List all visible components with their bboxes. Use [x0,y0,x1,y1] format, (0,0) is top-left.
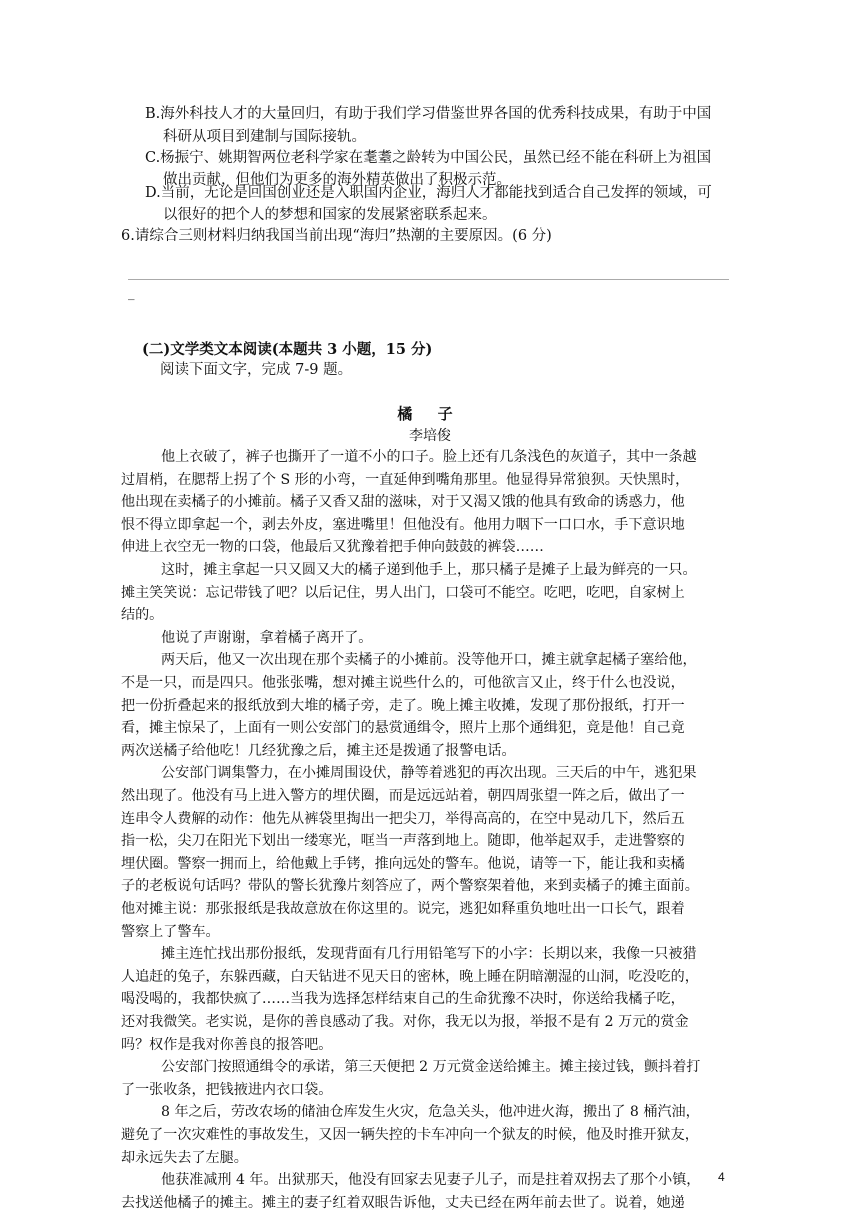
story-line: 他说了声谢谢，拿着橘子离开了。 [161,630,373,646]
story-line: 不是一只，而是四只。他张张嘴，想对摊主说些什么的，可他欲言又止，终于什么也没说， [121,675,685,691]
story-title: 橘 子 [397,405,463,423]
story-line: 埋伏圈。警察一拥而上，给他戴上手铐，推向远处的警车。他说，请等一下，能让我和卖橘 [121,856,685,872]
option-c-line2: 做出贡献，但他们为更多的海外精英做出了积极示范。 [163,172,511,188]
story-line: 去找送他橘子的摊主。摊主的妻子红着双眼告诉他，丈夫已经在两年前去世了。说着，她递 [121,1195,685,1211]
story-line: 他出现在卖橘子的小摊前。橘子又香又甜的滋味，对于又渴又饿的他具有致命的诱惑力，他 [121,494,685,510]
story-line: 伸进上衣空无一物的口袋，他最后又犹豫着把手伸向鼓鼓的裤袋…… [121,539,544,555]
page-number: 4 [718,1170,725,1184]
option-d-line1: D.当前，无论是回国创业还是入职国内企业，海归人才都能找到适合自己发挥的领域，可 [145,185,712,201]
section-heading: (二)文学类文本阅读(本题共 3 小题，15 分) [142,341,433,358]
answer-blank: _ [128,286,135,301]
story-line: 公安部门调集警力，在小摊周围设伏，静等着逃犯的再次出现。三天后的中午，逃犯果 [161,765,697,781]
story-line: 他对摊主说：那张报纸是我故意放在你这里的。说完，逃犯如释重负地吐出一口长气，跟着 [121,901,685,917]
story-line: 把一份折叠起来的报纸放到大堆的橘子旁，走了。晚上摊主收摊，发现了那份报纸，打开一 [121,698,685,714]
story-line: 这时，摊主拿起一只又圆又大的橘子递到他手上，那只橘子是摊子上最为鲜亮的一只。 [161,562,697,578]
option-d-line2: 以很好的把个人的梦想和国家的发展紧密联系起来。 [163,207,497,223]
story-line: 他获准减刑 4 年。出狱那天，他没有回家去见妻子儿子，而是拄着双拐去了那个小镇， [161,1172,701,1188]
section-instruction: 阅读下面文字，完成 7-9 题。 [160,362,353,378]
option-c-line1: C.杨振宁、姚期智两位老科学家在耄耋之龄转为中国公民，虽然已经不能在科研上为祖国 [145,150,712,166]
story-line: 避免了一次灾难性的事故发生，又因一辆失控的卡车冲向一个狱友的时候，他及时推开狱友， [121,1127,699,1143]
story-line: 了一张收条，把钱掖进内衣口袋。 [121,1082,333,1098]
story-line: 恨不得立即拿起一个，剥去外皮，塞进嘴里！但他没有。他用力咽下一口口水，手下意识地 [121,517,685,533]
story-line: 看，摊主惊呆了，上面有一则公安部门的悬赏通缉令，照片上那个通缉犯，竟是他！自己竟 [121,720,685,736]
story-line: 两天后，他又一次出现在那个卖橘子的小摊前。没等他开口，摊主就拿起橘子塞给他， [161,652,697,668]
story-line: 公安部门按照通缉令的承诺，第三天便把 2 万元赏金送给摊主。摊主接过钱，颤抖着打 [161,1059,701,1075]
story-line: 子的老板说句话吗？带队的警长犹豫片刻答应了，两个警察架着他，来到卖橘子的摊主面前。 [121,878,699,894]
story-line: 他上衣破了，裤子也撕开了一道不小的口子。脸上还有几条浅色的灰道子，其中一条越 [161,449,697,465]
story-line: 指一松，尖刀在阳光下划出一缕寒光，哐当一声落到地上。随即，他举起双手，走进警察的 [121,833,685,849]
story-line: 摊主连忙找出那份报纸，发现背面有几行用铅笔写下的小字：长期以来，我像一只被猎 [161,946,697,962]
story-line: 吗？权作是我对你善良的报答吧。 [121,1037,333,1053]
story-line: 8 年之后，劳改农场的储油仓库发生火灾，危急关头，他冲进火海，搬出了 8 桶汽油， [161,1104,700,1120]
story-line: 喝没喝的，我都快疯了……当我为选择怎样结束自己的生命犹豫不决时，你送给我橘子吃， [121,991,685,1007]
question-6: 6.请综合三则材料归纳我国当前出现“海归”热潮的主要原因。(6 分) [121,228,552,244]
story-line: 却永远失去了左腿。 [121,1150,248,1166]
option-b-line1: B.海外科技人才的大量回归，有助于我们学习借鉴世界各国的优秀科技成果，有助于中国 [145,106,712,122]
option-b-line2: 科研从项目到建制与国际接轨。 [163,129,366,145]
story-line: 两次送橘子给他吃！几经犹豫之后，摊主还是拨通了报警电话。 [121,743,516,759]
story-line: 还对我微笑。老实说，是你的善良感动了我。对你，我无以为报，举报不是有 2 万元的赏金 [121,1014,689,1030]
story-line: 然出现了。他没有马上进入警方的埋伏圈，而是远远站着，朝四周张望一阵之后，做出了一 [121,788,685,804]
story-line: 人追赶的兔子，东躲西藏，白天钻进不见天日的密林，晚上睡在阴暗潮湿的山洞，吃没吃的， [121,969,699,985]
story-line: 结的。 [121,607,164,623]
story-line: 过眉梢，在腮帮上拐了个 S 形的小弯，一直延伸到嘴角那里。他显得异常狼狈。天快黑时， [121,472,690,488]
story-line: 警察上了警车。 [121,924,220,940]
story-author: 李培俊 [409,428,451,444]
story-line: 连串令人费解的动作：他先从裤袋里掏出一把尖刀，举得高高的，在空中晃动几下，然后五 [121,811,685,827]
story-line: 摊主笑笑说：忘记带钱了吧？以后记住，男人出门，口袋可不能空。吃吧，吃吧，自家树上 [121,585,685,601]
answer-line [128,279,729,280]
